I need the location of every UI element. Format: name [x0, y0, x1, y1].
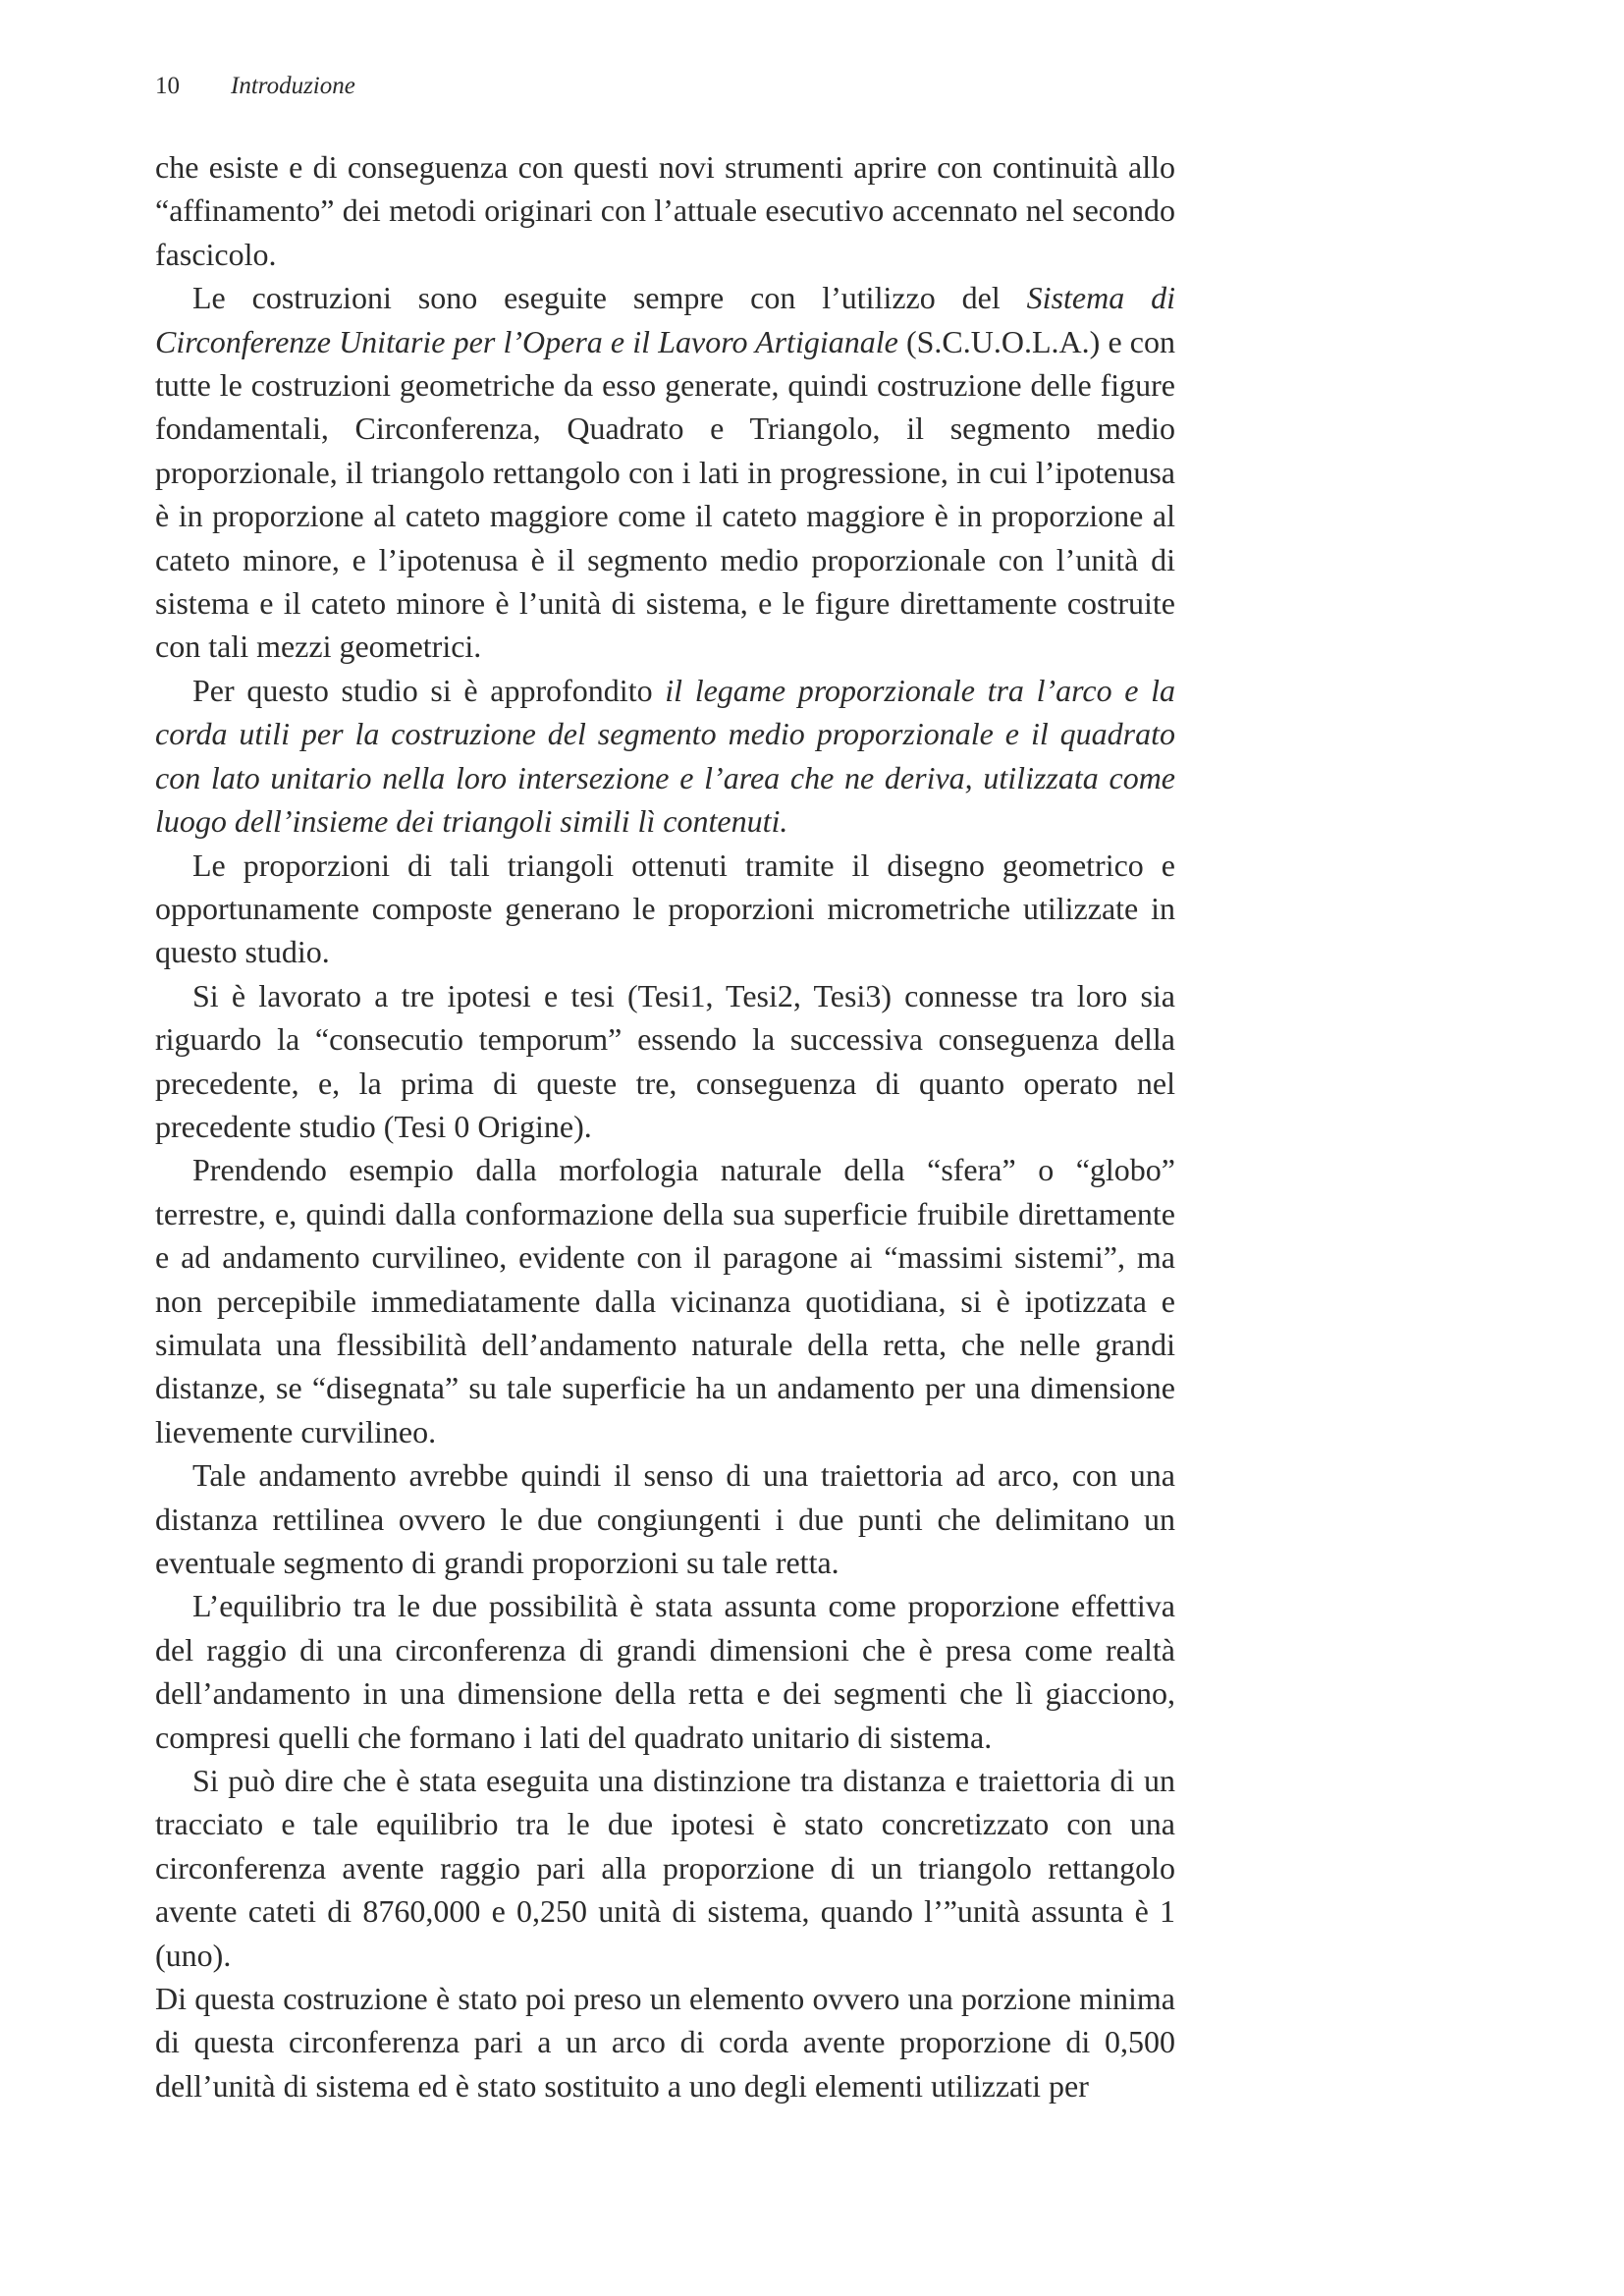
paragraph-equilibrio: [155, 1584, 1175, 1759]
running-head: [155, 71, 355, 102]
text-run: Le costruzioni sono eseguite sempre con l’utilizzo del: [192, 280, 1027, 316]
text-run: Si è lavorato a tre ipotesi e tesi (Tesi1, Tesi2, Tesi3) connesse tra loro sia riguardo la “consecutio temporum” essendo la successiva conseguenza della precedente, e, la prima di queste tre, conseguenza di quanto operato nel precedente studio (Tesi 0 Origine).: [155, 977, 1175, 1144]
paragraph-traiettoria: [155, 1453, 1175, 1584]
text-run: Per questo studio si è approfondito: [192, 672, 666, 708]
section-title: Introduzione: [231, 73, 355, 99]
paragraph-distinzione: [155, 1759, 1175, 1977]
text-run: Tale andamento avrebbe quindi il senso di una traiettoria ad arco, con una distanza rettilinea ovvero le due congiungenti i due punti che delimitano un eventuale segmento di grandi proporzioni su tale retta.: [155, 1457, 1175, 1580]
paragraph-studio: [155, 669, 1175, 844]
italic-study-subject: il legame proporzionale tra l’arco e la corda utili per la costruzione del segmento medio proporzionale e il quadrato con lato unitario nella loro intersezione e l’area che ne deriva, utilizzata come luogo dell’insieme dei triangoli simili lì contenuti.: [155, 672, 1176, 840]
text-run: Si può dire che è stata eseguita una distinzione tra distanza e traiettoria di un tracciato e tale equilibrio tra le due ipotesi è stato concretizzato con una circonferenza avente raggio pari alla proporzione di un triangolo rettangolo avente cateti di 8760,000 e 0,250 unità di sistema, quando l’”unità assunta è 1 (uno).: [155, 1763, 1175, 1973]
paragraph-costruzioni: [155, 276, 1175, 669]
text-run: Di questa costruzione è stato poi preso un elemento ovvero una porzione minima di questa circonferenza pari a un arco di corda avente proporzione di 0,500 dell’unità di sistema ed è stato sostituito a uno degli elementi utilizzati per: [155, 1981, 1175, 2104]
paragraph-continuation: [155, 145, 1175, 276]
paragraph-ipotesi: [155, 974, 1175, 1149]
text-run: Prendendo esempio dalla morfologia naturale della “sfera” o “globo” terrestre, e, quindi dalla conformazione della sua superficie fruibile direttamente e ad andamento curvilineo, evidente con il paragone ai “massimi sistemi”, ma non percepibile immediatamente dalla vicinanza quotidiana, si è ipotizzata e simulata una flessibilità dell’andamento naturale della retta, che nelle grandi distanze, se “disegnata” su tale superficie ha un andamento per una dimensione lievemente curvilineo.: [155, 1152, 1175, 1449]
text-run: che esiste e di conseguenza con questi novi strumenti aprire con continuità allo “affinamento” dei metodi originari con l’attuale esecutivo accennato nel secondo fascicolo.: [155, 149, 1175, 272]
text-run: L’equilibrio tra le due possibilità è stata assunta come proporzione effettiva del raggio di una circonferenza di grandi dimensioni che è presa come realtà dell’andamento in una dimensione della retta e dei segmenti che lì giacciono, compresi quelli che formano i lati del quadrato unitario di sistema.: [155, 1588, 1175, 1755]
text-run: Le proporzioni di tali triangoli ottenuti tramite il disegno geometrico e opportunamente composte generano le proporzioni micrometriche utilizzate in questo studio.: [155, 847, 1175, 970]
italic-system-name: Sistema di Circonferenze Unitarie per l’Opera e il Lavoro Artigianale: [155, 280, 1176, 359]
page-number: 10: [155, 73, 180, 99]
text-run: (S.C.U.O.L.A.) e con tutte le costruzioni geometriche da esso generate, quindi costruzione delle figure fondamentali, Circonferenza, Quadrato e Triangolo, il segmento medio proporzionale, il triangolo rettangolo con i lati in progressione, in cui l’ipotenusa è in proporzione al cateto maggiore come il cateto maggiore è in proporzione al cateto minore, e l’ipotenusa è il segmento medio proporzionale con l’unità di sistema e il cateto minore è l’unità di sistema, e le figure direttamente costruite con tali mezzi geometrici.: [155, 323, 1176, 665]
paragraph-proporzioni: [155, 844, 1175, 974]
paragraph-sfera: [155, 1148, 1175, 1453]
body-text: [155, 145, 1175, 2107]
paragraph-costruzione-arco: [155, 1977, 1175, 2107]
